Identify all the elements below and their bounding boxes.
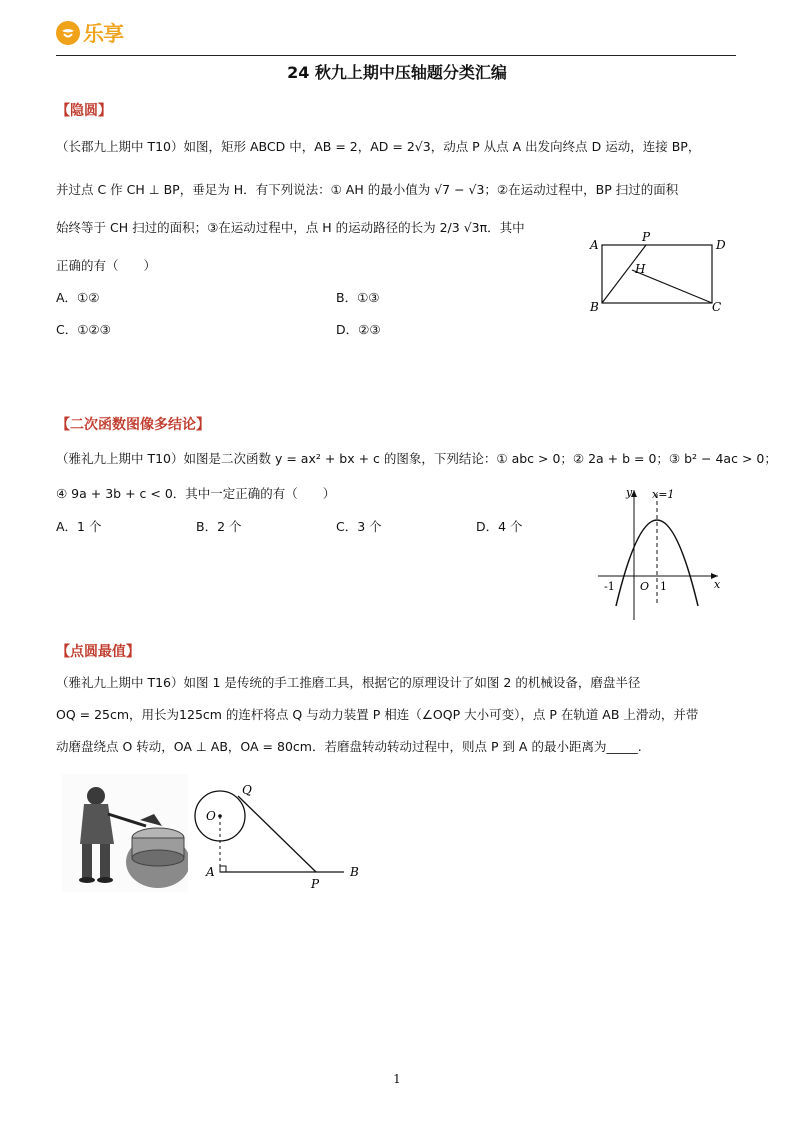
logo-icon	[56, 21, 80, 45]
label-q: Q	[242, 783, 252, 797]
problem-2-option-a: A．1 个	[56, 519, 102, 534]
label-a2: A	[206, 865, 215, 879]
parabola-figure	[590, 484, 730, 624]
rectangle-figure	[584, 228, 734, 318]
label-x: x	[714, 578, 721, 591]
label-h: H	[635, 262, 646, 276]
logo-text: 乐享	[83, 22, 123, 46]
problem-1-option-b: B．①③	[336, 290, 380, 305]
problem-3-line-1: （雅礼九上期中 T16）如图 1 是传统的手工推磨工具，根据它的原理设计了如图 2 的机械设备，磨盘半径	[56, 675, 641, 690]
problem-1-option-d: D．②③	[336, 322, 381, 337]
label-o: O	[640, 580, 650, 593]
section-heading-2: 【二次函数图像多结论】	[56, 417, 210, 433]
label-one: 1	[660, 580, 667, 593]
label-b2: B	[350, 865, 359, 879]
page-number: 1	[393, 1072, 401, 1086]
label-p: P	[642, 230, 651, 244]
label-o2: O	[206, 809, 216, 823]
millstone-illustration	[62, 774, 188, 892]
header-rule	[56, 55, 736, 56]
section-heading-1: 【隐圆】	[56, 103, 112, 119]
label-a: A	[590, 238, 599, 252]
label-c: C	[712, 300, 722, 314]
label-b: B	[590, 300, 599, 314]
page-title: 24 秋九上期中压轴题分类汇编	[287, 63, 507, 82]
problem-1-option-c: C．①②③	[56, 322, 111, 337]
problem-2-line-2: ④ 9a + 3b + c < 0．其中一定正确的有（ ）	[56, 486, 336, 501]
problem-2-line-1: （雅礼九上期中 T10）如图是二次函数 y = ax² + bx + c 的图象，下列结论：① abc > 0；② 2a + b = 0；③ b² − 4ac > 0；	[56, 451, 777, 466]
logo	[56, 18, 123, 48]
problem-1-line-1: （长郡九上期中 T10）如图，矩形 ABCD 中，AB = 2，AD = 2√3，动点 P 从点 A 出发向终点 D 运动，连接 BP，	[56, 139, 701, 154]
section-heading-3: 【点圆最值】	[56, 644, 140, 660]
problem-3-line-3: 动磨盘绕点 O 转动，OA ⊥ AB，OA = 80cm．若磨盘转动转动过程中，则点 P 到 A 的最小距离为_____.	[56, 739, 642, 754]
label-d: D	[716, 238, 726, 252]
problem-2-option-b: B．2 个	[196, 519, 242, 534]
mechanism-figure	[194, 780, 374, 892]
label-y: y	[626, 486, 633, 499]
problem-1-line-2: 并过点 C 作 CH ⊥ BP，垂足为 H．有下列说法：① AH 的最小值为 √7 − √3；②在运动过程中，BP 扫过的面积	[56, 182, 679, 197]
label-p2: P	[311, 877, 320, 891]
label-axis-line: x=1	[652, 488, 675, 501]
problem-1-line-4: 正确的有（ ）	[56, 258, 157, 273]
problem-1-line-3: 始终等于 CH 扫过的面积；③在运动过程中，点 H 的运动路径的长为 2/3 √3π．其中	[56, 220, 525, 235]
problem-2-option-c: C．3 个	[336, 519, 382, 534]
problem-2-option-d: D．4 个	[476, 519, 523, 534]
problem-3-line-2: OQ = 25cm，用长为125cm 的连杆将点 Q 与动力装置 P 相连（∠OQP 大小可变），点 P 在轨道 AB 上滑动，并带	[56, 707, 699, 722]
label-neg1: -1	[604, 580, 615, 593]
problem-1-option-a: A．①②	[56, 290, 100, 305]
